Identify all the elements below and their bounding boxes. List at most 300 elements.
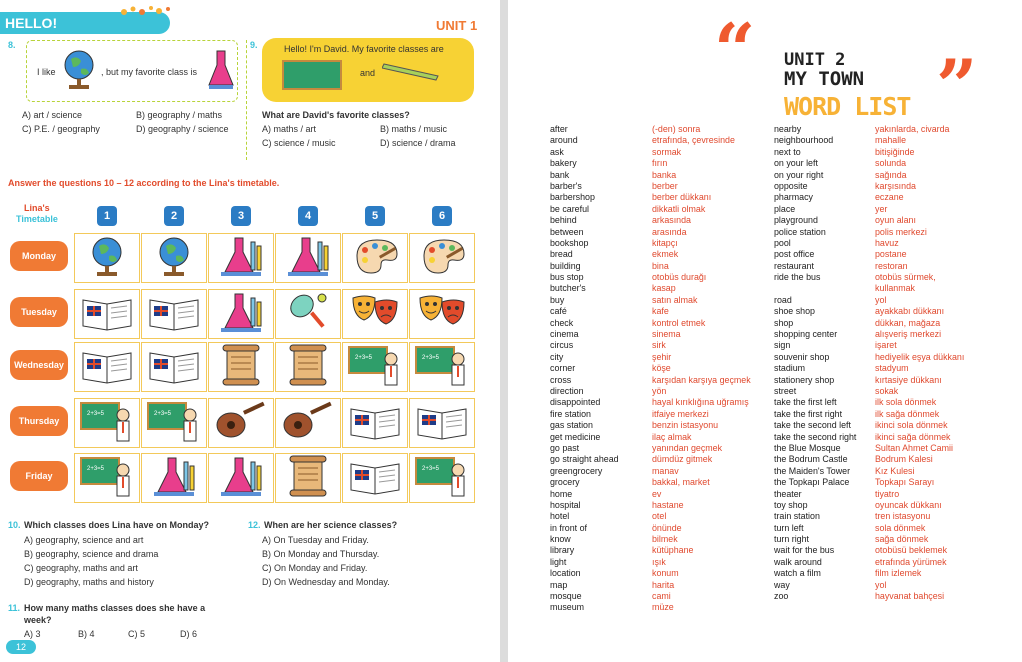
- word-english: go past: [550, 442, 580, 453]
- word-english: take the first right: [774, 408, 843, 419]
- timetable-cell: [74, 453, 140, 503]
- word-turkish: hayal kırıklığına uğramış: [652, 397, 749, 408]
- q11-option-b[interactable]: B) 4: [78, 629, 95, 639]
- word-english: bread: [550, 249, 573, 260]
- word-turkish: kırtasiye dükkanı: [875, 374, 942, 385]
- word-turkish: kasap: [652, 283, 676, 294]
- word-english: circus: [550, 340, 574, 351]
- word-english: map: [550, 579, 568, 590]
- q8-option-b[interactable]: B) geography / maths: [136, 110, 223, 120]
- flask-icon: [219, 290, 263, 339]
- word-english: stadium: [774, 363, 806, 374]
- word-english: butcher's: [550, 283, 586, 294]
- word-english: way: [774, 579, 790, 590]
- globe-icon: [61, 47, 97, 91]
- timetable-cell: [275, 453, 341, 503]
- word-turkish: Sultan Ahmet Camii: [875, 442, 953, 453]
- word-english: corner: [550, 363, 576, 374]
- word-english: mosque: [550, 591, 582, 602]
- word-turkish: Topkapı Sarayı: [875, 477, 935, 488]
- q10-option-b[interactable]: B) geography, science and drama: [24, 549, 159, 559]
- word-turkish: hayvanat bahçesi: [875, 591, 945, 602]
- town-title: MY TOWN: [784, 68, 865, 90]
- word-english: watch a film: [774, 568, 821, 579]
- chalkboard-icon: [282, 60, 342, 90]
- q11-option-c[interactable]: C) 5: [128, 629, 146, 639]
- timetable-cell: [409, 233, 475, 283]
- word-english: shopping center: [774, 329, 838, 340]
- lesson-number-6: 6: [432, 206, 452, 226]
- word-turkish: ilk sağa dönmek: [875, 408, 940, 419]
- word-turkish: Kız Kulesi: [875, 465, 915, 476]
- teacher-icon: [79, 454, 135, 503]
- word-turkish: ilk sola dönmek: [875, 397, 937, 408]
- close-quote-icon: ”: [936, 43, 978, 128]
- teacher-icon: [79, 399, 135, 448]
- q12-option-b[interactable]: B) On Monday and Thursday.: [262, 549, 380, 559]
- book-icon: [416, 401, 468, 446]
- wordlist-col1-english: [550, 124, 619, 614]
- masks-icon: [349, 292, 401, 337]
- word-english: gas station: [550, 420, 593, 431]
- flask-icon: [219, 454, 263, 503]
- word-turkish: stadyum: [875, 363, 909, 374]
- word-turkish: ikinci sola dönmek: [875, 420, 948, 431]
- q10-question: Which classes does Lina have on Monday?: [24, 520, 210, 530]
- q8-option-a[interactable]: A) art / science: [22, 110, 83, 120]
- word-turkish: tiyatro: [875, 488, 900, 499]
- word-turkish: oyun alanı: [875, 215, 916, 226]
- word-english: know: [550, 534, 571, 545]
- word-english: street: [774, 385, 797, 396]
- word-english: souvenir shop: [774, 351, 830, 362]
- word-turkish: solunda: [875, 158, 907, 169]
- timetable-cell: [409, 342, 475, 392]
- timetable-cell: [275, 398, 341, 448]
- timetable-cell: [141, 453, 207, 503]
- word-english: the Topkapı Palace: [774, 477, 850, 488]
- timetable-cell: [275, 233, 341, 283]
- teacher-icon: [414, 343, 470, 392]
- book-icon: [349, 456, 401, 501]
- timetable-cell: [74, 289, 140, 339]
- word-turkish: dikkatli olmak: [652, 203, 706, 214]
- word-turkish: arkasında: [652, 215, 691, 226]
- lesson-number-5: 5: [365, 206, 385, 226]
- word-turkish: yön: [652, 385, 667, 396]
- lesson-number-3: 3: [231, 206, 251, 226]
- word-turkish: sormak: [652, 146, 682, 157]
- word-english: stationery shop: [774, 374, 835, 385]
- word-turkish: ikinci sağa dönmek: [875, 431, 951, 442]
- q8-option-d[interactable]: D) geography / science: [136, 124, 229, 134]
- q9-and: and: [360, 68, 376, 78]
- word-english: hospital: [550, 499, 581, 510]
- word-english: bookshop: [550, 237, 589, 248]
- word-english: city: [550, 351, 564, 362]
- word-turkish: otobüs sürmek,: [875, 272, 936, 283]
- word-turkish: mahalle: [875, 135, 907, 146]
- q12-question: When are her science classes?: [264, 520, 398, 530]
- word-turkish: yakınlarda, civarda: [875, 124, 950, 134]
- splash-decoration-icon: [118, 3, 173, 17]
- word-english: sign: [774, 340, 791, 351]
- word-english: fire station: [550, 408, 591, 419]
- word-english: library: [550, 545, 575, 556]
- instruction-text: Answer the questions 10 – 12 according to the Lina's timetable.: [8, 178, 280, 188]
- timetable-title-b: Timetable: [16, 214, 58, 224]
- word-english: zoo: [774, 591, 789, 602]
- word-turkish: yer: [875, 203, 888, 214]
- word-turkish: otobüs durağı: [652, 272, 707, 283]
- word-english: in front of: [550, 522, 587, 533]
- timetable-cell: [208, 289, 274, 339]
- word-turkish: bitişiğinde: [875, 146, 915, 157]
- word-english: nearby: [774, 124, 802, 134]
- flask-icon: [286, 234, 330, 283]
- word-english: after: [550, 124, 568, 134]
- word-turkish: kontrol etmek: [652, 317, 706, 328]
- day-thursday: Thursday: [10, 406, 68, 436]
- svg-text:2+3=5: 2+3=5: [87, 465, 105, 472]
- timetable-cell: [275, 342, 341, 392]
- word-english: neighbourhood: [774, 135, 834, 146]
- word-turkish: önünde: [652, 522, 682, 533]
- word-english: the Bodrum Castle: [774, 454, 848, 465]
- q11-question-b: week?: [24, 615, 52, 625]
- word-turkish: berber: [652, 180, 678, 191]
- word-turkish: kitapçı: [652, 237, 678, 248]
- word-turkish: ayakkabı dükkanı: [875, 306, 945, 317]
- word-english: [774, 283, 856, 294]
- book-icon: [349, 401, 401, 446]
- q12-number: 12.: [248, 520, 261, 530]
- book-icon: [81, 292, 133, 337]
- word-turkish: ekmek: [652, 249, 679, 260]
- book-icon: [148, 292, 200, 337]
- word-turkish: benzin istasyonu: [652, 420, 719, 431]
- word-turkish: restoran: [875, 260, 908, 271]
- timetable-cell: [342, 398, 408, 448]
- word-english: wait for the bus: [774, 545, 835, 556]
- word-english: buy: [550, 294, 565, 305]
- q11-option-d[interactable]: D) 6: [180, 629, 198, 639]
- word-english: disappointed: [550, 397, 601, 408]
- word-turkish: harita: [652, 579, 675, 590]
- word-english: grocery: [550, 477, 580, 488]
- word-english: toy shop: [774, 499, 808, 510]
- word-turkish: yol: [875, 579, 887, 590]
- word-english: place: [774, 203, 796, 214]
- word-turkish: hastane: [652, 499, 684, 510]
- q9-speech-box: [262, 38, 474, 102]
- word-english: walk around: [774, 556, 822, 567]
- word-english: shoe shop: [774, 306, 815, 317]
- word-english: road: [774, 294, 792, 305]
- teacher-icon: [347, 343, 403, 392]
- word-english: hotel: [550, 511, 570, 522]
- word-turkish: eczane: [875, 192, 904, 203]
- q12-option-d[interactable]: D) On Wednesday and Monday.: [262, 577, 390, 587]
- word-english: opposite: [774, 180, 808, 191]
- word-english: direction: [550, 385, 584, 396]
- word-turkish: bakkal, market: [652, 477, 710, 488]
- word-turkish: şehir: [652, 351, 672, 362]
- q8-text-b: , but my favorite class is: [101, 67, 198, 77]
- word-english: on your left: [774, 158, 818, 169]
- word-english: train station: [774, 511, 820, 522]
- timetable-cell: [208, 398, 274, 448]
- word-turkish: alışveriş merkezi: [875, 329, 942, 340]
- lute-icon: [213, 401, 269, 446]
- word-english: barbershop: [550, 192, 595, 203]
- word-english: take the first left: [774, 397, 837, 408]
- word-english: on your right: [774, 169, 824, 180]
- q9-option-d[interactable]: D) science / drama: [380, 138, 456, 148]
- timetable-cell: [74, 233, 140, 283]
- word-english: pharmacy: [774, 192, 813, 203]
- recorder-icon: [382, 60, 442, 82]
- word-english: playground: [774, 215, 818, 226]
- book-icon: [148, 345, 200, 390]
- word-turkish: cami: [652, 591, 671, 602]
- scroll-icon: [286, 343, 330, 392]
- timetable-cell: [409, 453, 475, 503]
- word-english: take the second right: [774, 431, 857, 442]
- word-english: ask: [550, 146, 564, 157]
- word-english: bus stop: [550, 272, 584, 283]
- word-turkish: etrafında yürümek: [875, 556, 947, 567]
- word-turkish: film izlemek: [875, 568, 922, 579]
- timetable-cell: [342, 342, 408, 392]
- flask-icon: [207, 49, 235, 91]
- timetable-title-a: Lina's: [24, 203, 50, 213]
- word-turkish: polis merkezi: [875, 226, 927, 237]
- q11-question-a: How many maths classes does she have a: [24, 603, 206, 613]
- racket-icon: [286, 290, 330, 339]
- word-turkish: (-den) sonra: [652, 124, 701, 134]
- timetable-cell: [141, 289, 207, 339]
- word-turkish: kütüphane: [652, 545, 694, 556]
- svg-text:2+3=5: 2+3=5: [154, 410, 172, 417]
- timetable-cell: [208, 342, 274, 392]
- scroll-icon: [219, 343, 263, 392]
- word-turkish: ışık: [652, 556, 666, 567]
- timetable-cell: [208, 233, 274, 283]
- timetable-cell: [342, 453, 408, 503]
- q9-question: What are David's favorite classes?: [262, 110, 410, 120]
- globe-icon: [154, 234, 194, 283]
- svg-text:2+3=5: 2+3=5: [355, 354, 373, 361]
- unit-label: UNIT 1: [436, 18, 478, 33]
- word-english: building: [550, 260, 581, 271]
- q9-option-b[interactable]: B) maths / music: [380, 124, 448, 134]
- word-english: behind: [550, 215, 577, 226]
- day-tuesday: Tuesday: [10, 297, 68, 327]
- wordlist-title: WORD LIST: [784, 92, 911, 121]
- lute-icon: [280, 401, 336, 446]
- timetable-cell: [342, 289, 408, 339]
- word-english: pool: [774, 237, 791, 248]
- q12-option-a[interactable]: A) On Tuesday and Friday.: [262, 535, 369, 545]
- word-turkish: sokak: [875, 385, 899, 396]
- q10-option-c[interactable]: C) geography, maths and art: [24, 563, 138, 573]
- teacher-icon: [414, 454, 470, 503]
- q8-box: [26, 40, 238, 102]
- q9-option-c[interactable]: C) science / music: [262, 138, 336, 148]
- q8-text-a: I like: [37, 67, 56, 77]
- q8-option-c[interactable]: C) P.E. / geography: [22, 124, 100, 134]
- word-turkish: işaret: [875, 340, 897, 351]
- lesson-number-1: 1: [97, 206, 117, 226]
- word-turkish: dümdüz gitmek: [652, 454, 713, 465]
- word-turkish: tren istasyonu: [875, 511, 931, 522]
- word-english: go straight ahead: [550, 454, 619, 465]
- word-english: museum: [550, 602, 585, 613]
- word-turkish: karşısında: [875, 180, 916, 191]
- timetable-cell: [342, 233, 408, 283]
- scroll-icon: [286, 454, 330, 503]
- lesson-number-4: 4: [298, 206, 318, 226]
- timetable-cell: [141, 342, 207, 392]
- q10-option-d[interactable]: D) geography, maths and history: [24, 577, 154, 587]
- word-turkish: bilmek: [652, 534, 678, 545]
- word-english: theater: [774, 488, 802, 499]
- word-turkish: konum: [652, 568, 679, 579]
- word-english: post office: [774, 249, 815, 260]
- timetable-cell: [74, 398, 140, 448]
- word-turkish: etrafında, çevresinde: [652, 135, 735, 146]
- timetable-cell: [141, 233, 207, 283]
- lesson-number-2: 2: [164, 206, 184, 226]
- wordlist-col1-turkish: [652, 124, 751, 614]
- palette-icon: [418, 236, 466, 281]
- word-english: check: [550, 317, 574, 328]
- word-turkish: fırın: [652, 158, 668, 169]
- timetable-cell: [275, 289, 341, 339]
- word-english: the Maiden's Tower: [774, 465, 851, 476]
- word-turkish: otel: [652, 511, 667, 522]
- word-turkish: kafe: [652, 306, 669, 317]
- svg-text:2+3=5: 2+3=5: [422, 354, 440, 361]
- day-wednesday: Wednesday: [10, 350, 68, 380]
- word-turkish: sağında: [875, 169, 907, 180]
- word-turkish: bina: [652, 260, 669, 271]
- wordlist-col2-turkish: [875, 124, 964, 602]
- q9-option-a[interactable]: A) maths / art: [262, 124, 317, 134]
- word-english: shop: [774, 317, 794, 328]
- word-english: cinema: [550, 329, 579, 340]
- word-turkish: arasında: [652, 226, 687, 237]
- palette-icon: [351, 236, 399, 281]
- word-english: light: [550, 556, 567, 567]
- book-icon: [81, 345, 133, 390]
- word-english: restaurant: [774, 260, 814, 271]
- left-page: [0, 0, 500, 662]
- word-turkish: Bodrum Kalesi: [875, 454, 933, 465]
- timetable-cell: [74, 342, 140, 392]
- word-turkish: oyuncak dükkanı: [875, 499, 942, 510]
- timetable-cell: [409, 289, 475, 339]
- word-english: the Blue Mosque: [774, 442, 841, 453]
- q11-number: 11.: [8, 603, 21, 613]
- word-english: cross: [550, 374, 572, 385]
- word-english: police station: [774, 226, 826, 237]
- q12-option-c[interactable]: C) On Monday and Friday.: [262, 563, 368, 573]
- word-turkish: köşe: [652, 363, 671, 374]
- word-turkish: kullanmak: [875, 283, 915, 294]
- word-turkish: berber dükkanı: [652, 192, 712, 203]
- word-english: next to: [774, 146, 801, 157]
- q11-option-a[interactable]: A) 3: [24, 629, 41, 639]
- word-english: take the second left: [774, 420, 851, 431]
- word-turkish: manav: [652, 465, 679, 476]
- word-english: around: [550, 135, 578, 146]
- word-english: café: [550, 306, 567, 317]
- page-number: 12: [6, 640, 36, 654]
- wordlist-col2-english: [774, 124, 856, 602]
- q9-number: 9.: [250, 40, 258, 50]
- divider: [246, 40, 247, 160]
- word-turkish: itfaiye merkezi: [652, 408, 709, 419]
- q10-option-a[interactable]: A) geography, science and art: [24, 535, 144, 545]
- word-turkish: müze: [652, 602, 674, 613]
- word-turkish: banka: [652, 169, 677, 180]
- word-english: turn right: [774, 534, 810, 545]
- word-english: between: [550, 226, 584, 237]
- masks-icon: [416, 292, 468, 337]
- globe-icon: [87, 234, 127, 283]
- word-english: location: [550, 568, 581, 579]
- unit-title: UNIT 2: [784, 50, 846, 70]
- right-page: [508, 0, 1022, 662]
- svg-text:2+3=5: 2+3=5: [87, 410, 105, 417]
- flask-icon: [219, 234, 263, 283]
- word-turkish: yol: [875, 294, 887, 305]
- day-friday: Friday: [10, 461, 68, 491]
- timetable-cell: [141, 398, 207, 448]
- word-english: ride the bus: [774, 272, 821, 283]
- word-english: greengrocery: [550, 465, 603, 476]
- word-turkish: sağa dönmek: [875, 534, 929, 545]
- word-english: bakery: [550, 158, 577, 169]
- word-turkish: dükkan, mağaza: [875, 317, 941, 328]
- hello-label: HELLO!: [5, 15, 58, 31]
- word-english: bank: [550, 169, 570, 180]
- svg-text:2+3=5: 2+3=5: [422, 465, 440, 472]
- word-english: turn left: [774, 522, 804, 533]
- q8-number: 8.: [8, 40, 16, 50]
- q10-number: 10.: [8, 520, 21, 530]
- word-turkish: karşıdan karşıya geçmek: [652, 374, 751, 385]
- teacher-icon: [146, 399, 202, 448]
- open-quote-icon: “: [714, 7, 756, 92]
- day-monday: Monday: [10, 241, 68, 271]
- word-turkish: ev: [652, 488, 662, 499]
- timetable-cell: [208, 453, 274, 503]
- word-english: get medicine: [550, 431, 601, 442]
- word-turkish: havuz: [875, 237, 899, 248]
- word-english: barber's: [550, 180, 582, 191]
- word-english: home: [550, 488, 573, 499]
- word-turkish: sirk: [652, 340, 666, 351]
- word-turkish: satın almak: [652, 294, 698, 305]
- word-turkish: otobüsü beklemek: [875, 545, 948, 556]
- q9-speech-text: Hello! I'm David. My favorite classes are: [284, 44, 444, 54]
- timetable-cell: [409, 398, 475, 448]
- word-turkish: yanından geçmek: [652, 442, 723, 453]
- flask-icon: [152, 454, 196, 503]
